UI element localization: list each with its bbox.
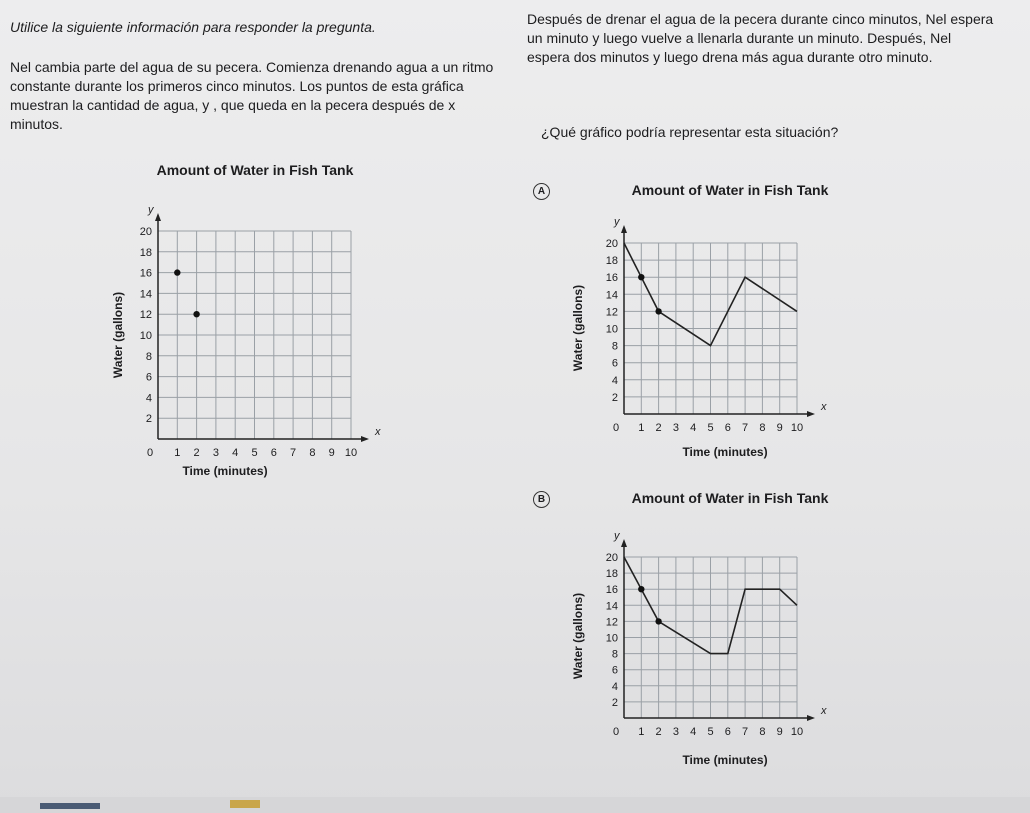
x-tick-label: 5: [251, 447, 258, 459]
y-tick-label: 16: [139, 267, 152, 280]
x-tick-label: 9: [776, 422, 783, 434]
y-tick-label: 18: [605, 568, 618, 581]
y-tick-label: 16: [605, 272, 618, 285]
chart-title: Amount of Water in Fish Tank: [156, 162, 354, 178]
y-tick-label: 2: [611, 391, 618, 404]
data-point: [655, 308, 661, 314]
y-tick-label: 10: [605, 632, 618, 645]
given-chart: [100, 155, 420, 485]
x-tick-label: 7: [742, 422, 749, 434]
origin-label: 0: [146, 447, 154, 459]
y-tick-label: 14: [605, 600, 618, 613]
x-tick-label: 8: [759, 726, 766, 738]
y-axis-label: Water (gallons): [571, 592, 585, 680]
x-tick-label: 10: [790, 422, 804, 434]
y-tick-label: 12: [605, 306, 618, 319]
y-tick-label: 4: [611, 374, 618, 387]
x-tick-label: 7: [290, 447, 297, 459]
y-tick-label: 8: [611, 648, 618, 661]
x-tick-label: 1: [638, 422, 645, 434]
x-tick-label: 8: [759, 422, 766, 434]
x-tick-label: 3: [672, 422, 679, 434]
x-tick-label: 10: [344, 447, 358, 459]
x-tick-label: 8: [309, 447, 316, 459]
x-tick-label: 10: [790, 726, 804, 738]
x-tick-label: 2: [655, 726, 662, 738]
problem-right-paragraph: Después de drenar el agua de la pecera durante cinco minutos, Nel espera un minuto y luego vuelve a llenarla durante un minuto. Después, Nel espera dos minutos y luego drena más agua durante otro minuto.: [527, 11, 994, 65]
y-axis-letter: y: [148, 204, 154, 216]
x-tick-label: 3: [672, 726, 679, 738]
y-axis-letter: y: [614, 530, 620, 542]
y-tick-label: 4: [145, 392, 152, 405]
chart-grid: [624, 243, 797, 414]
x-tick-label: 5: [707, 726, 714, 738]
chart-grid: [624, 557, 797, 718]
x-tick-label: 2: [655, 422, 662, 434]
y-axis-arrow: [621, 539, 627, 547]
x-tick-label: 1: [638, 726, 645, 738]
y-tick-label: 20: [605, 552, 618, 564]
x-axis-label: Time (minutes): [682, 445, 768, 459]
chart-title: Amount of Water in Fish Tank: [631, 490, 829, 506]
y-axis-arrow: [155, 213, 161, 221]
y-tick-label: 8: [145, 350, 152, 363]
x-axis-letter: x: [821, 705, 827, 717]
chart-title: Amount of Water in Fish Tank: [631, 182, 829, 198]
x-tick-label: 7: [742, 726, 749, 738]
x-tick-label: 9: [776, 726, 783, 738]
x-tick-label: 6: [270, 447, 277, 459]
y-axis-label: Water (gallons): [111, 291, 125, 379]
y-tick-label: 20: [605, 238, 618, 250]
y-tick-label: 14: [605, 289, 618, 302]
choice-b-badge[interactable]: B: [533, 491, 550, 508]
x-tick-label: 1: [174, 447, 181, 459]
data-point: [193, 311, 199, 317]
x-tick-label: 4: [232, 447, 239, 459]
x-tick-label: 2: [193, 447, 200, 459]
y-tick-label: 10: [139, 330, 152, 342]
y-tick-label: 20: [139, 226, 152, 238]
x-tick-label: 4: [690, 726, 697, 738]
data-point: [655, 618, 661, 624]
y-tick-label: 12: [139, 309, 152, 322]
data-point: [638, 586, 644, 592]
x-axis-arrow: [807, 411, 815, 417]
y-tick-label: 16: [605, 584, 618, 597]
x-axis-label: Time (minutes): [182, 464, 268, 478]
data-point: [638, 274, 644, 280]
origin-label: 0: [612, 422, 620, 434]
bottom-edge: [0, 797, 1030, 813]
x-tick-label: 5: [707, 422, 714, 434]
y-tick-label: 14: [139, 288, 152, 301]
x-axis-label: Time (minutes): [682, 753, 768, 767]
y-tick-label: 2: [145, 413, 152, 426]
chart-grid: [158, 231, 351, 439]
instruction-intro: Utilice la siguiente información para responder la pregunta.: [10, 19, 376, 35]
y-tick-label: 12: [605, 616, 618, 629]
x-axis-arrow: [807, 715, 815, 721]
y-axis-letter: y: [614, 216, 620, 228]
x-axis-letter: x: [821, 401, 827, 413]
x-tick-label: 6: [724, 726, 731, 738]
y-tick-label: 6: [611, 357, 618, 370]
y-tick-label: 18: [139, 246, 152, 259]
y-axis-label: Water (gallons): [571, 284, 585, 372]
x-axis-arrow: [361, 436, 369, 442]
bottom-blue-mark: [40, 803, 100, 809]
y-axis-arrow: [621, 225, 627, 233]
choice-b-chart[interactable]: [560, 486, 860, 776]
question-text: ¿Qué gráfico podría representar esta situación?: [541, 124, 839, 140]
x-tick-label: 3: [212, 447, 219, 459]
y-tick-label: 6: [611, 664, 618, 677]
y-tick-label: 8: [611, 340, 618, 353]
y-tick-label: 6: [145, 371, 152, 384]
y-tick-label: 2: [611, 696, 618, 709]
y-tick-label: 18: [605, 255, 618, 268]
bottom-yellow-mark: [230, 800, 260, 808]
y-tick-label: 10: [605, 323, 618, 336]
x-axis-letter: x: [375, 426, 381, 438]
x-tick-label: 6: [724, 422, 731, 434]
choice-a-chart[interactable]: [560, 178, 860, 468]
x-tick-label: 4: [690, 422, 697, 434]
x-tick-label: 9: [328, 447, 335, 459]
origin-label: 0: [612, 726, 620, 738]
choice-a-badge[interactable]: A: [533, 183, 550, 200]
problem-left-paragraph: Nel cambia parte del agua de su pecera. Comienza drenando agua a un ritmo constante durante los primeros cinco minutos. Los puntos de esta gráfica muestran la cantidad de agua, y , que queda en la pecera después de x minutos.: [10, 59, 494, 132]
y-tick-label: 4: [611, 680, 618, 693]
data-point: [174, 269, 180, 275]
